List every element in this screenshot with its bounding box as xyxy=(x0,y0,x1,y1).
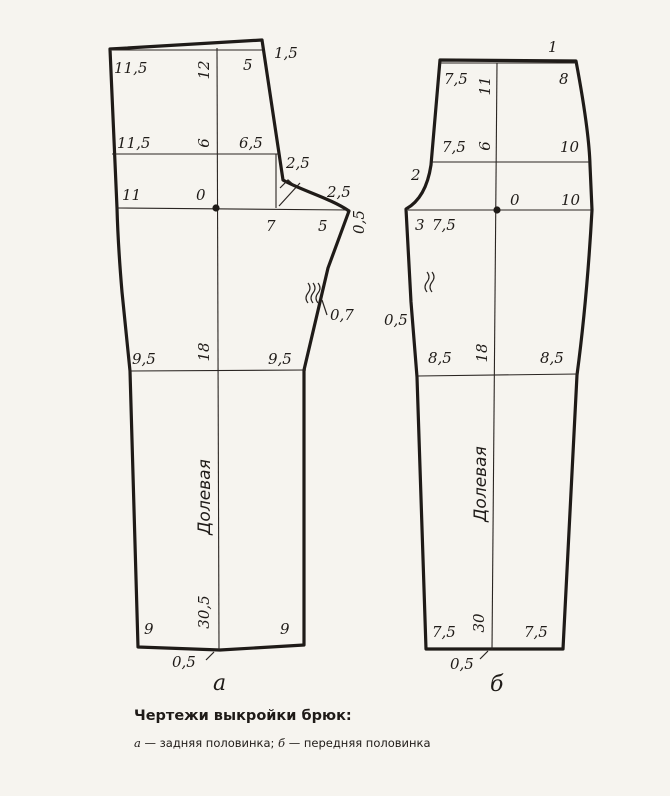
front-label-hem-right: 7,5 xyxy=(524,623,548,641)
back-label-hem-right: 9 xyxy=(280,620,290,638)
front-label-seat-origin: 0 xyxy=(510,191,520,209)
back-label-crotch: 2,5 xyxy=(327,183,351,201)
front-label-seat-left: 7,5 xyxy=(432,216,456,234)
back-label-hem-left: 9 xyxy=(144,620,154,638)
back-label-hip-mid: 6 xyxy=(195,138,213,148)
back-label-dart: 2,5 xyxy=(286,154,310,172)
caption-letter-b: б xyxy=(278,736,286,750)
front-label-side-drop: 0,5 xyxy=(384,311,408,329)
back-label-hip-right: 6,5 xyxy=(239,134,263,152)
back-line-seat xyxy=(117,208,350,210)
front-half-pattern xyxy=(384,38,592,697)
front-label-waist-left: 7,5 xyxy=(444,70,468,88)
front-label-waist-mid: 11 xyxy=(476,76,494,96)
back-label-seat-b: 5 xyxy=(318,217,328,235)
front-label-hip-mid: 6 xyxy=(476,141,494,151)
back-ease-mark-2 xyxy=(311,283,315,303)
front-ease-mark-1 xyxy=(425,272,429,292)
front-label-seat-fly: 3 xyxy=(415,216,425,234)
front-label-hem-drop: 0,5 xyxy=(450,655,474,673)
front-hem-drop-marker xyxy=(480,651,488,659)
back-label-waist-right: 5 xyxy=(243,56,253,74)
front-line-knee xyxy=(418,374,578,376)
back-label-hem-drop: 0,5 xyxy=(172,653,196,671)
front-label-fly: 2 xyxy=(411,166,421,184)
back-label-side-curve: 0,7 xyxy=(330,306,354,324)
back-label-seat-a: 7 xyxy=(266,217,276,235)
back-label-hem-mid: 30,5 xyxy=(195,595,213,629)
back-label-hip-left: 11,5 xyxy=(117,134,151,152)
back-outline xyxy=(110,40,349,650)
back-grain-label: Долевая xyxy=(195,459,215,535)
back-label-crotch-drop: 0,5 xyxy=(350,210,368,234)
front-seat-point xyxy=(493,206,500,213)
front-label-knee-mid: 18 xyxy=(473,343,491,363)
back-label-corner: 1,5 xyxy=(274,44,298,62)
front-label-hem-left: 7,5 xyxy=(432,623,456,641)
back-label-knee-left: 9,5 xyxy=(132,350,156,368)
caption-subtitle xyxy=(134,736,431,750)
front-letter: б xyxy=(490,672,504,697)
front-label-hip-right: 10 xyxy=(560,138,580,156)
caption-letter-a: а xyxy=(134,736,141,750)
front-ease-mark-2 xyxy=(430,272,434,292)
back-label-yoke: 12 xyxy=(195,60,213,80)
front-label-knee-left: 8,5 xyxy=(428,349,452,367)
back-label-knee-mid: 18 xyxy=(195,342,213,362)
front-grain-label: Долевая xyxy=(471,446,491,522)
back-ease-mark-1 xyxy=(306,283,310,303)
caption-text-a: — задняя половинка; xyxy=(140,736,279,750)
back-label-waist-left: 11,5 xyxy=(114,59,148,77)
caption-title: Чертежи выкройки брюк: xyxy=(134,708,352,724)
back-label-seat-origin: 0 xyxy=(196,186,206,204)
back-letter: а xyxy=(213,671,227,696)
front-label-hem-mid: 30 xyxy=(470,613,488,633)
front-label-knee-right: 8,5 xyxy=(540,349,564,367)
back-label-knee-right: 9,5 xyxy=(268,350,292,368)
caption-text-b: — передняя половинка xyxy=(285,736,431,750)
front-label-waist-right: 8 xyxy=(559,70,569,88)
back-hem-drop-marker xyxy=(206,652,214,660)
back-half-pattern xyxy=(110,40,368,696)
front-label-hip-left: 7,5 xyxy=(442,138,466,156)
back-seat-point xyxy=(212,204,219,211)
back-label-seat-left: 11 xyxy=(122,186,142,204)
front-label-top-corner: 1 xyxy=(548,38,558,56)
back-side-curve-marker xyxy=(322,300,327,315)
front-label-seat-right: 10 xyxy=(561,191,581,209)
back-grain-line xyxy=(217,48,219,650)
